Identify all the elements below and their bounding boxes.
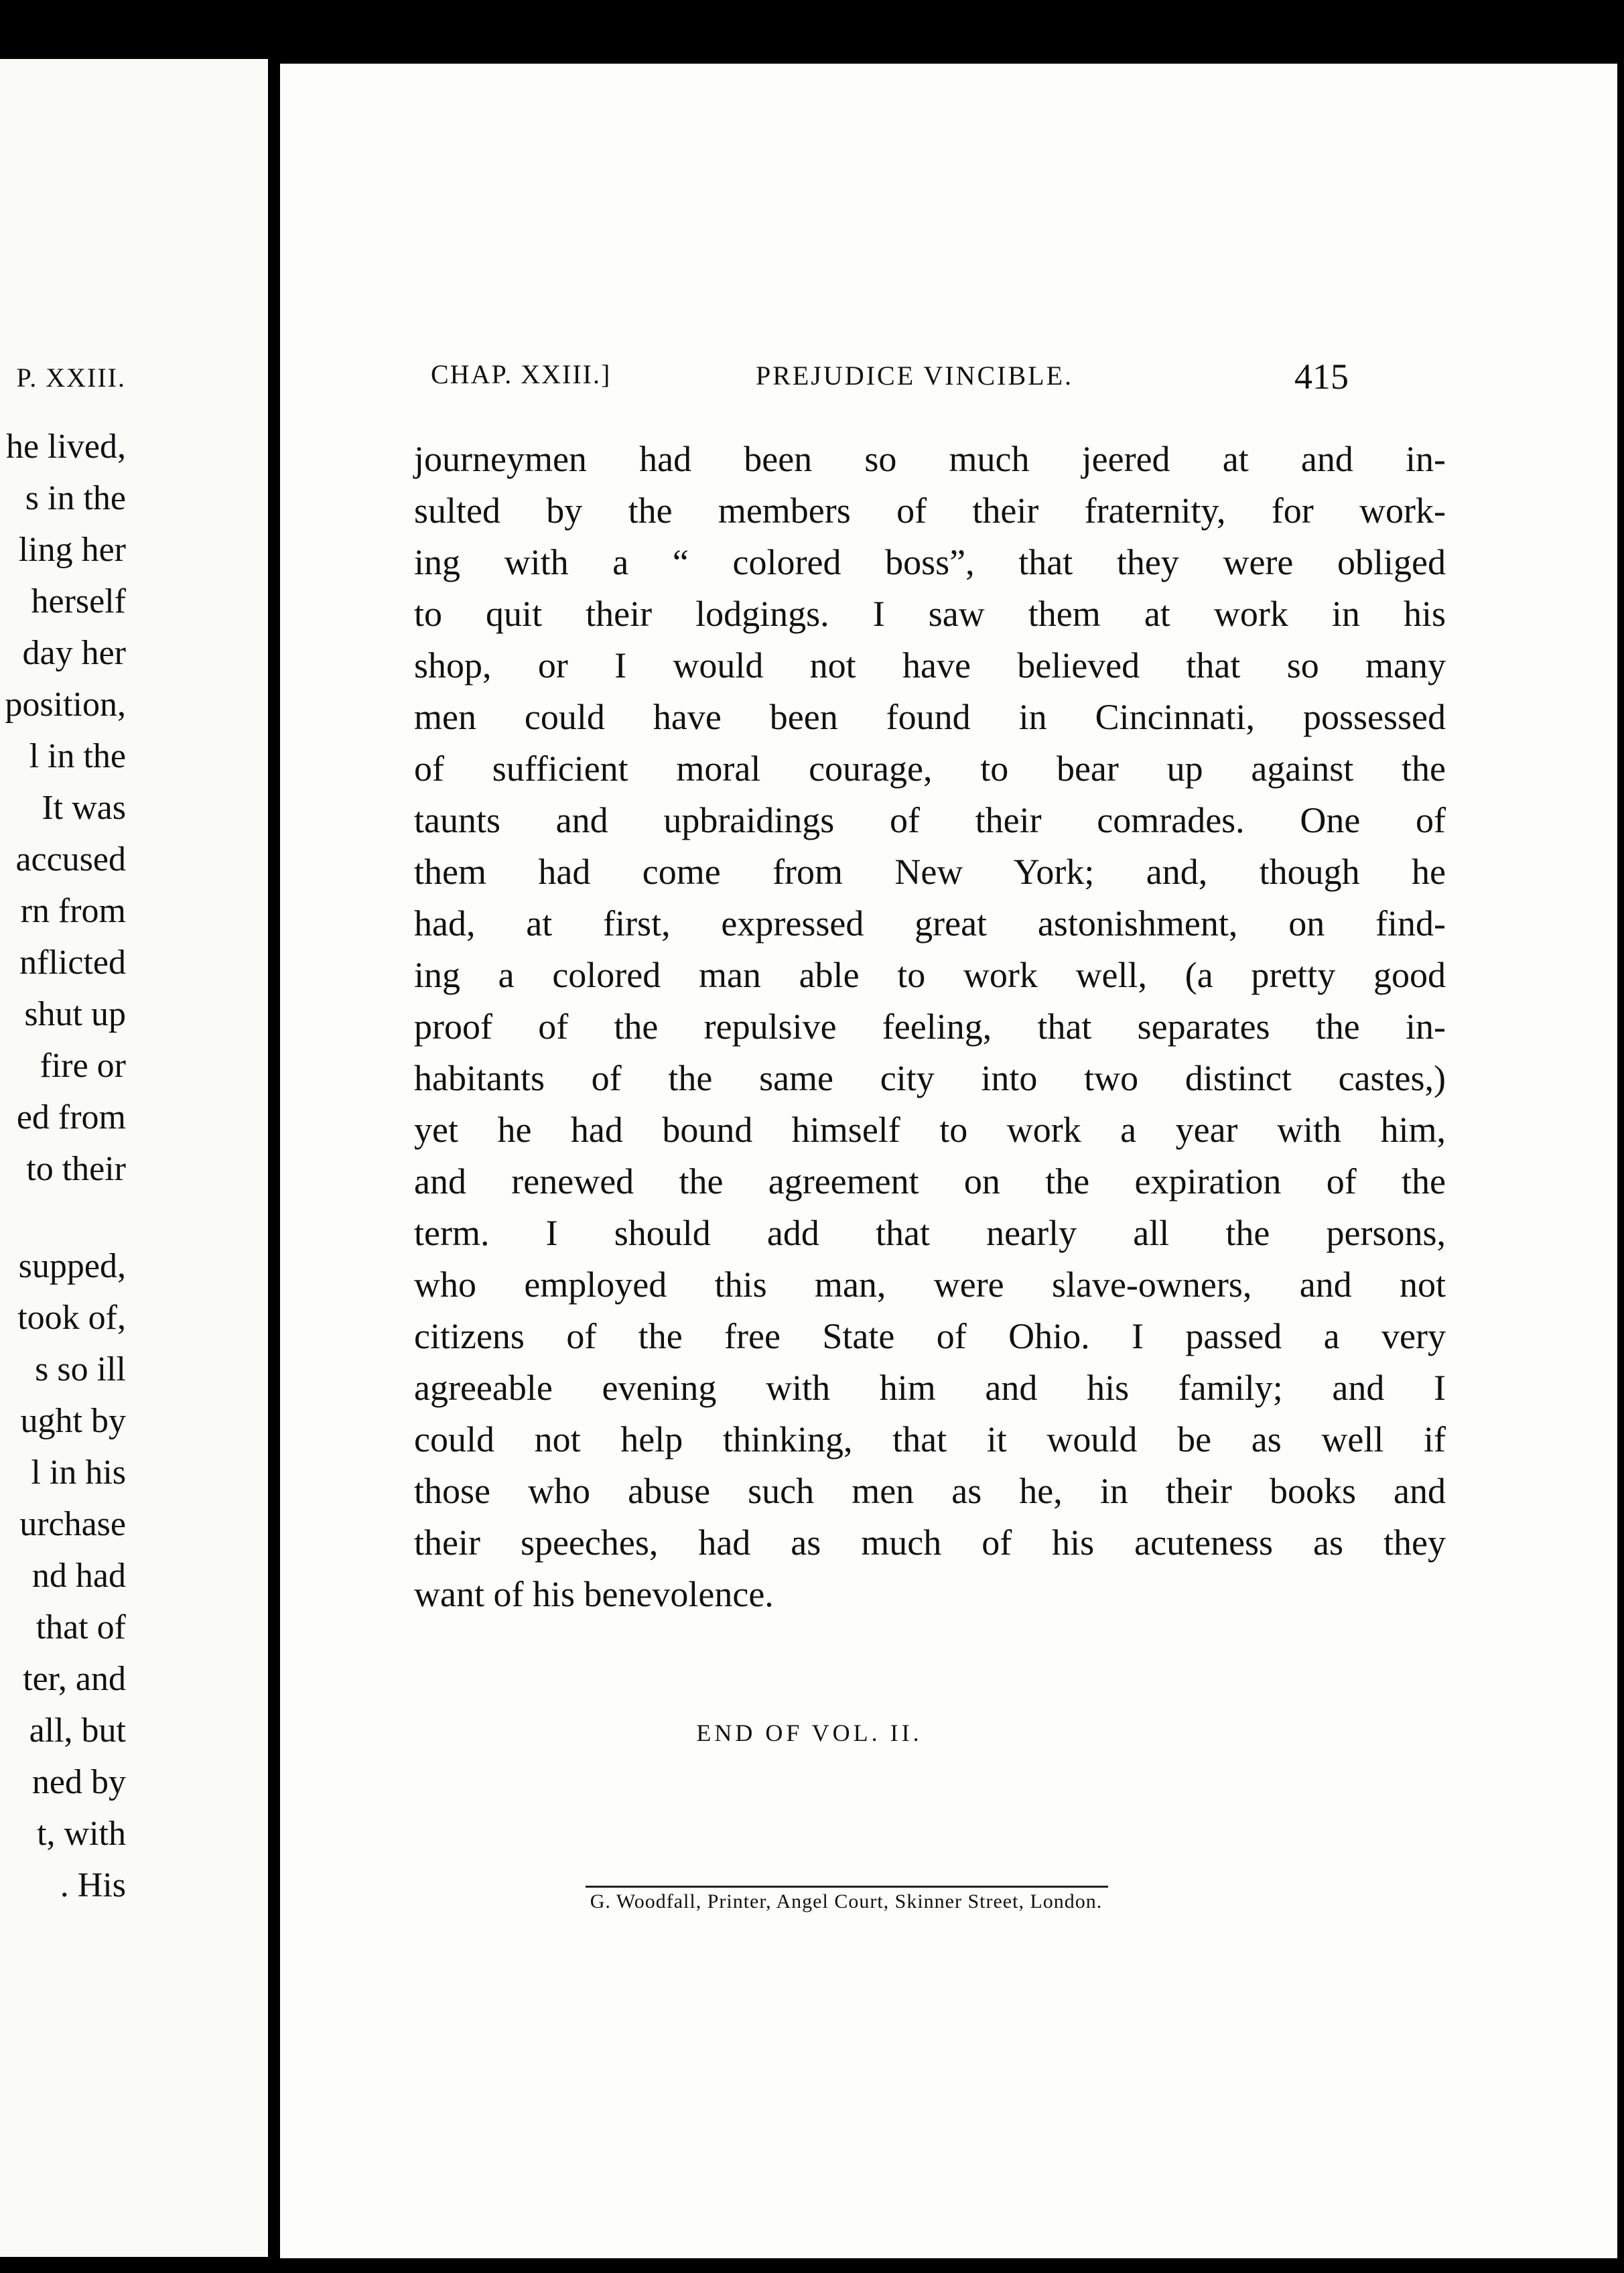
body-paragraph (414, 434, 1446, 1620)
text-line: s so ill (35, 1350, 126, 1388)
text-line: term. I should add that nearly all the persons, (414, 1213, 1446, 1253)
text-line: ter, and (23, 1660, 126, 1698)
text-line: sulted by the members of their fraternity, for work- (414, 491, 1446, 531)
text-line: taunts and upbraidings of their comrades. One of (414, 800, 1446, 840)
left-facing-page (0, 59, 268, 2257)
text-line: t, with (37, 1815, 126, 1853)
text-line: had, at first, expressed great astonishment, on find- (414, 903, 1446, 944)
text-line: position, (5, 686, 126, 724)
paragraph-gap (0, 1195, 126, 1240)
text-line: l in the (29, 737, 126, 775)
text-line: accused (15, 840, 126, 879)
text-line: to their (26, 1150, 126, 1188)
text-line: It was (42, 789, 126, 827)
text-line: could not help thinking, that it would be as well if (414, 1419, 1446, 1459)
text-line: took of, (17, 1299, 126, 1337)
text-line: journeymen had been so much jeered at and in- (414, 439, 1446, 479)
text-line: them had come from New York; and, though he (414, 852, 1446, 892)
text-line: urchase (19, 1505, 126, 1543)
end-of-volume-note: END OF VOL. II. (696, 1719, 923, 1746)
text-line: rn from (20, 892, 126, 930)
text-line: ing a colored man able to work well, (a pretty good (414, 955, 1446, 995)
text-line: their speeches, had as much of his acuteness as they (414, 1522, 1446, 1563)
right-main-page (280, 64, 1617, 2258)
text-line: shut up (24, 995, 126, 1033)
chapter-label: CHAP. XXIII.] (431, 359, 612, 389)
text-line: day her (22, 634, 126, 672)
text-line: herself (31, 582, 126, 621)
text-line: proof of the repulsive feeling, that separates the in- (414, 1006, 1446, 1047)
text-line: who employed this man, were slave-owners, and not (414, 1264, 1446, 1305)
left-page-running-header: P. XXIII. (16, 363, 126, 393)
text-line: agreeable evening with him and his family; and I (414, 1368, 1446, 1408)
text-line: that of (36, 1608, 126, 1646)
text-line: ing with a “ colored boss”, that they were obliged (414, 542, 1446, 582)
text-line: yet he had bound himself to work a year with him, (414, 1110, 1446, 1150)
text-line: those who abuse such men as he, in their books and (414, 1471, 1446, 1511)
running-title: PREJUDICE VINCIBLE. (756, 361, 1074, 391)
text-line: nd had (31, 1557, 126, 1595)
text-line: nflicted (19, 944, 126, 982)
text-line: men could have been found in Cincinnati, possessed (414, 697, 1446, 737)
page-number: 415 (1294, 356, 1349, 397)
text-line: citizens of the free State of Ohio. I passed a very (414, 1316, 1446, 1356)
text-line: and renewed the agreement on the expiration of the (414, 1161, 1446, 1202)
text-line: all, but (29, 1711, 126, 1750)
printer-imprint: G. Woodfall, Printer, Angel Court, Skinner Street, London. (590, 1890, 1103, 1912)
text-line: s in the (25, 479, 126, 517)
text-line: shop, or I would not have believed that so many (414, 645, 1446, 686)
text-line: l in his (31, 1453, 126, 1492)
text-line: to quit their lodgings. I saw them at work in his (414, 594, 1446, 634)
printer-rule-divider (586, 1886, 1108, 1888)
text-line: want of his benevolence. (414, 1574, 774, 1614)
left-page-text (0, 421, 126, 1911)
text-line: habitants of the same city into two distinct castes,) (414, 1058, 1446, 1098)
text-line: ed from (16, 1098, 126, 1136)
text-line: ling her (18, 531, 126, 569)
text-line: ught by (20, 1402, 126, 1440)
text-line: fire or (40, 1047, 126, 1085)
text-line: of sufficient moral courage, to bear up against the (414, 749, 1446, 789)
book-gutter (268, 0, 280, 2273)
text-line: . His (60, 1866, 126, 1904)
text-line: he lived, (5, 428, 126, 466)
running-header (431, 356, 1349, 405)
text-line: ned by (31, 1763, 126, 1801)
text-line: supped, (18, 1247, 126, 1285)
